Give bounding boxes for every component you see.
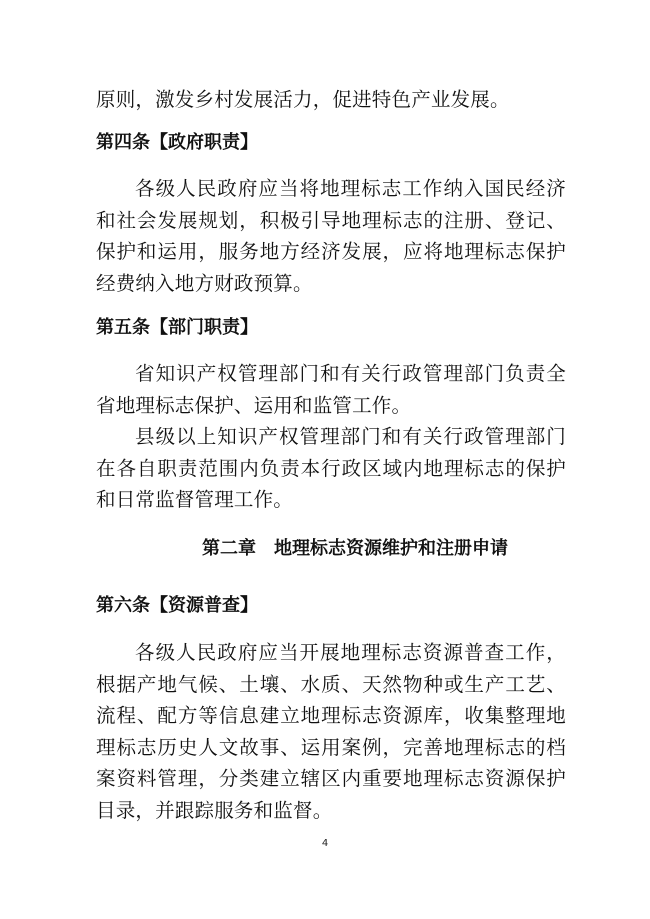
article-5-paragraph-2: 县级以上知识产权管理部门和有关行政管理部门在各自职责范围内负责本行政区域内地理标志的保护和日常监督管理工作。 <box>96 425 566 511</box>
article-4-paragraph: 各级人民政府应当将地理标志工作纳入国民经济和社会发展规划，积极引导地理标志的注册、登记、保护和运用，服务地方经济发展，应将地理标志保护经费纳入地方财政预算。 <box>96 177 566 295</box>
article-5-heading: 第五条【部门职责】 <box>96 317 258 338</box>
page-number: 4 <box>321 838 329 849</box>
article-4-heading: 第四条【政府职责】 <box>96 132 258 153</box>
article-6-paragraph: 各级人民政府应当开展地理标志资源普查工作，根据产地气候、土壤、水质、天然物种或生产工艺、流程、配方等信息建立地理标志资源库，收集整理地理标志历史人文故事、运用案例，完善地理标志的档案资料管理，分类建立辖区内重要地理标志资源保护目录，并跟踪服务和监督。 <box>96 641 566 822</box>
article-5-paragraph-1: 省知识产权管理部门和有关行政管理部门负责全省地理标志保护、运用和监管工作。 <box>96 362 566 417</box>
chapter-heading: 第二章 地理标志资源维护和注册申请 <box>202 538 508 559</box>
article-6-heading: 第六条【资源普查】 <box>96 595 258 616</box>
continuation-paragraph: 原则，激发乡村发展活力，促进特色产业发展。 <box>96 88 510 111</box>
